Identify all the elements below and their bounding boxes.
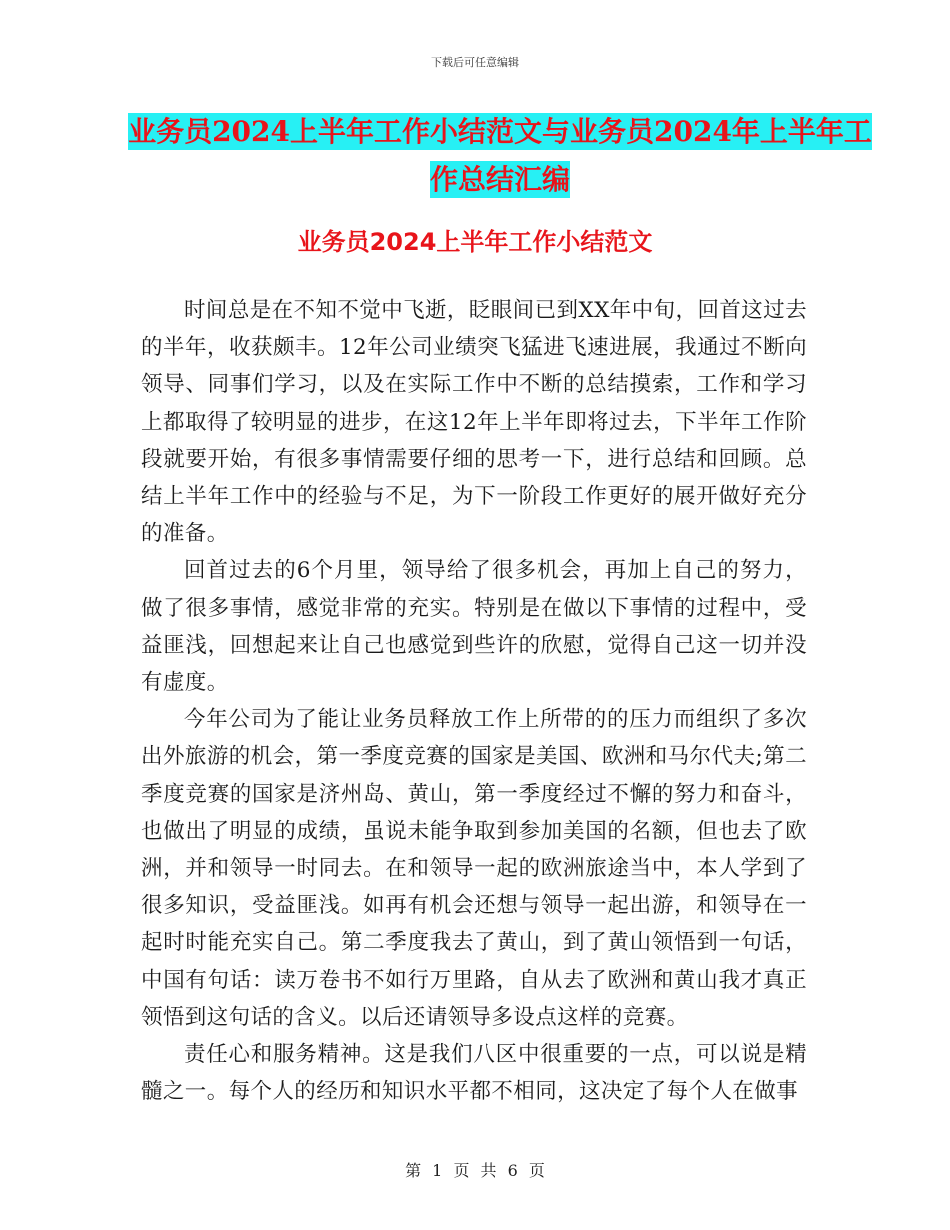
page-number-footer: 第 1 页 共 6 页 <box>405 1161 545 1180</box>
document-main-title <box>120 108 880 204</box>
paragraph: 回首过去的6个月里，领导给了很多机会，再加上自己的努力，做了很多事情，感觉非常的充实。特别是在做以下事情的过程中，受益匪浅，回想起来让自己也感觉到些许的欣慰，觉得自己这一切并没有虚度。 <box>141 558 807 696</box>
document-body <box>141 292 807 1110</box>
section-title: 业务员2024上半年工作小结范文 <box>297 228 653 256</box>
main-title-text: 业务员2024上半年工作小结范文与业务员2024年上半年工作总结汇编 <box>128 115 872 196</box>
paragraph: 时间总是在不知不觉中飞逝，眨眼间已到XX年中旬，回首这过去的半年，收获颇丰。12年公司业绩突飞猛进飞速进展，我通过不断向领导、同事们学习，以及在实际工作中不断的总结摸索，工作和学习上都取得了较明显的进步，在这12年上半年即将过去，下半年工作阶段就要开始，有很多事情需要仔细的思考一下，进行总结和回顾。总结上半年工作中的经验与不足，为下一阶段工作更好的展开做好充分的准备。 <box>141 298 807 547</box>
paragraph: 责任心和服务精神。这是我们八区中很重要的一点，可以说是精髓之一。每个人的经历和知识水平都不相同，这决定了每个人在做事 <box>141 1042 807 1105</box>
page-header-note: 下载后可任意编辑 <box>431 56 519 69</box>
paragraph: 今年公司为了能让业务员释放工作上所带的的压力而组织了多次出外旅游的机会，第一季度竞赛的国家是美国、欧洲和马尔代夫;第二季度竞赛的国家是济州岛、黄山，第一季度经过不懈的努力和奋斗，也做出了明显的成绩，虽说未能争取到参加美国的名额，但也去了欧洲，并和领导一时同去。在和领导一起的欧洲旅途当中，本人学到了很多知识，受益匪浅。如再有机会还想与领导一起出游，和领导在一起时时能充实自己。第二季度我去了黄山，到了黄山领悟到一句话，中国有句话：读万卷书不如行万里路，自从去了欧洲和黄山我才真正领悟到这句话的含义。以后还请领导多设点这样的竞赛。 <box>141 707 807 1030</box>
